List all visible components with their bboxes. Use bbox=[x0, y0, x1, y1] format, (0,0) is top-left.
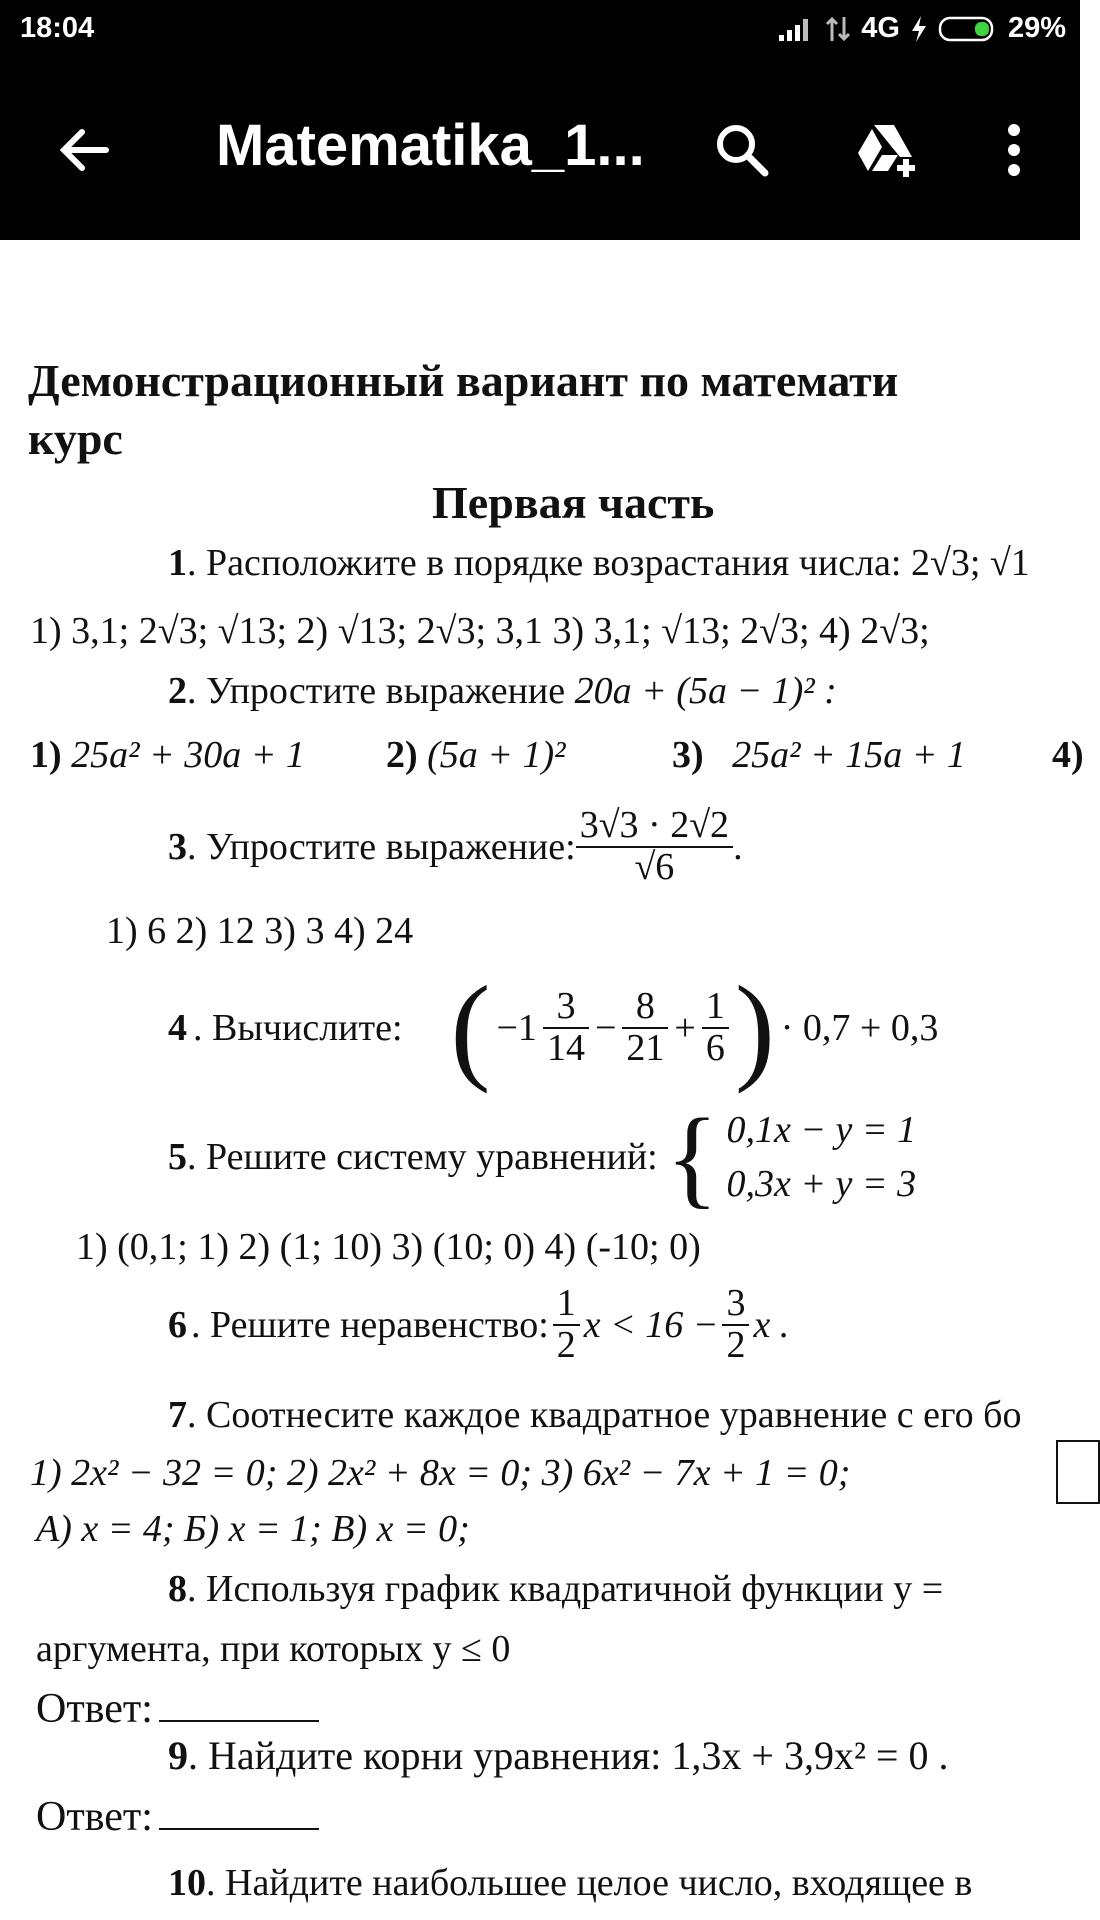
doc-heading-line2: курс bbox=[28, 413, 123, 464]
question-5-options: 1) (0,1; 1) 2) (1; 10) 3) (10; 0) 4) (-10; 0) bbox=[76, 1226, 701, 1268]
question-8-line2: аргумента, при которых y ≤ 0 bbox=[36, 1628, 511, 1670]
question-9-answer: Ответ: bbox=[36, 1796, 319, 1838]
question-6: 6 . Решите неравенство: $\frac{1}{2}$ x < 16 − $\frac{3}{2}$ x . bbox=[168, 1282, 790, 1366]
question-7: 7. Соотнесите каждое квадратное уравнение с его бо bbox=[168, 1394, 1022, 1436]
status-time: 18:04 bbox=[20, 12, 95, 44]
question-1-options: 1) 3,1; 2√3; √13; 2) √13; 2√3; 3,1 3) 3,1; √13; 2√3; 4) 2√3; bbox=[30, 610, 930, 652]
question-8-answer: Ответ: bbox=[36, 1688, 319, 1730]
signal-icon bbox=[777, 15, 815, 43]
back-arrow-icon bbox=[56, 122, 112, 178]
part-title: Первая часть bbox=[432, 477, 715, 528]
back-button[interactable] bbox=[36, 102, 132, 198]
answer-blank bbox=[159, 1828, 319, 1830]
doc-heading-line1: Демонстрационный вариант по математи bbox=[28, 355, 899, 406]
fraction-1-6: $\frac{1}{6}$ bbox=[702, 987, 729, 1069]
close-paren: ) bbox=[734, 961, 775, 1094]
app-bar bbox=[0, 62, 1080, 240]
status-bar bbox=[0, 0, 1080, 62]
fraction-3-14: $\frac{3}{14}$ bbox=[543, 987, 589, 1069]
fraction-1-2: $\frac{1}{2}$ bbox=[553, 1284, 580, 1366]
open-paren: ( bbox=[450, 961, 491, 1094]
question-10: 10. Найдите наибольшее целое число, входящее в bbox=[168, 1862, 973, 1904]
question-2-options: 1) 25a² + 30a + 1 bbox=[30, 734, 305, 776]
document-title: Matematika_1... bbox=[216, 113, 645, 178]
data-transfer-icon bbox=[825, 15, 851, 43]
fraction-3-2: $\frac{3}{2}$ bbox=[722, 1284, 749, 1366]
fraction-8-21: $\frac{8}{21}$ bbox=[622, 987, 668, 1069]
search-icon bbox=[713, 121, 771, 179]
question-7-equations: 1) 2x² − 32 = 0; 2) 2x² + 8x = 0; 3) 6x² − 7x + 1 = 0; bbox=[30, 1452, 851, 1494]
question-7-roots: А) x = 4; Б) x = 1; В) x = 0; bbox=[36, 1508, 470, 1550]
question-2-option-4: 4) bbox=[1052, 734, 1084, 776]
battery-percent: 29% bbox=[1007, 12, 1066, 44]
add-to-drive-button[interactable] bbox=[838, 102, 934, 198]
equation-system: 0,1x − y = 1 0,3x + y = 3 bbox=[726, 1109, 917, 1205]
system-brace: { bbox=[665, 1096, 719, 1218]
battery-icon bbox=[938, 15, 998, 43]
document-page[interactable] bbox=[0, 240, 1084, 1920]
question-3-options: 1) 6 2) 12 3) 3 4) 24 bbox=[106, 910, 414, 952]
question-2: 2. Упростите выражение 20a + (5a − 1)² : bbox=[168, 670, 837, 712]
question-3: 3 . Упростите выражение: $\frac{3√3 \cdot 2√2}{√6}$ . bbox=[168, 804, 743, 888]
more-vert-icon bbox=[1004, 122, 1024, 178]
question-8: 8. Используя график квадратичной функции y = bbox=[168, 1568, 944, 1610]
charging-icon bbox=[910, 15, 928, 43]
drive-add-icon bbox=[854, 121, 918, 179]
answer-blank bbox=[159, 1720, 319, 1722]
answer-table-edge bbox=[1056, 1440, 1100, 1504]
question-3-fraction: $\frac{3√3 \cdot 2√2}{√6}$ bbox=[576, 806, 733, 888]
question-2-option-2: 2) (5a + 1)² bbox=[386, 734, 566, 776]
network-type: 4G bbox=[861, 12, 900, 44]
more-options-button[interactable] bbox=[966, 102, 1062, 198]
question-9: 9. Найдите корни уравнения: 1,3x + 3,9x² = 0 . bbox=[168, 1733, 949, 1778]
question-1: 1. Расположите в порядке возрастания числа: 2√3; √1 bbox=[168, 542, 1030, 584]
status-indicators bbox=[777, 12, 1066, 45]
question-4: 4 . Вычислите: ( −1 $\frac{3}{14}$ − $\frac{8}{21}$ + $\frac{1}{6}$ ) · 0,7 + 0,3 bbox=[168, 961, 939, 1094]
search-button[interactable] bbox=[694, 102, 790, 198]
question-5: 5 . Решите систему уравнений: { 0,1x − y = 1 0,3x + y = 3 bbox=[168, 1096, 917, 1218]
question-2-option-3: 3) 25a² + 15a + 1 bbox=[672, 734, 966, 776]
